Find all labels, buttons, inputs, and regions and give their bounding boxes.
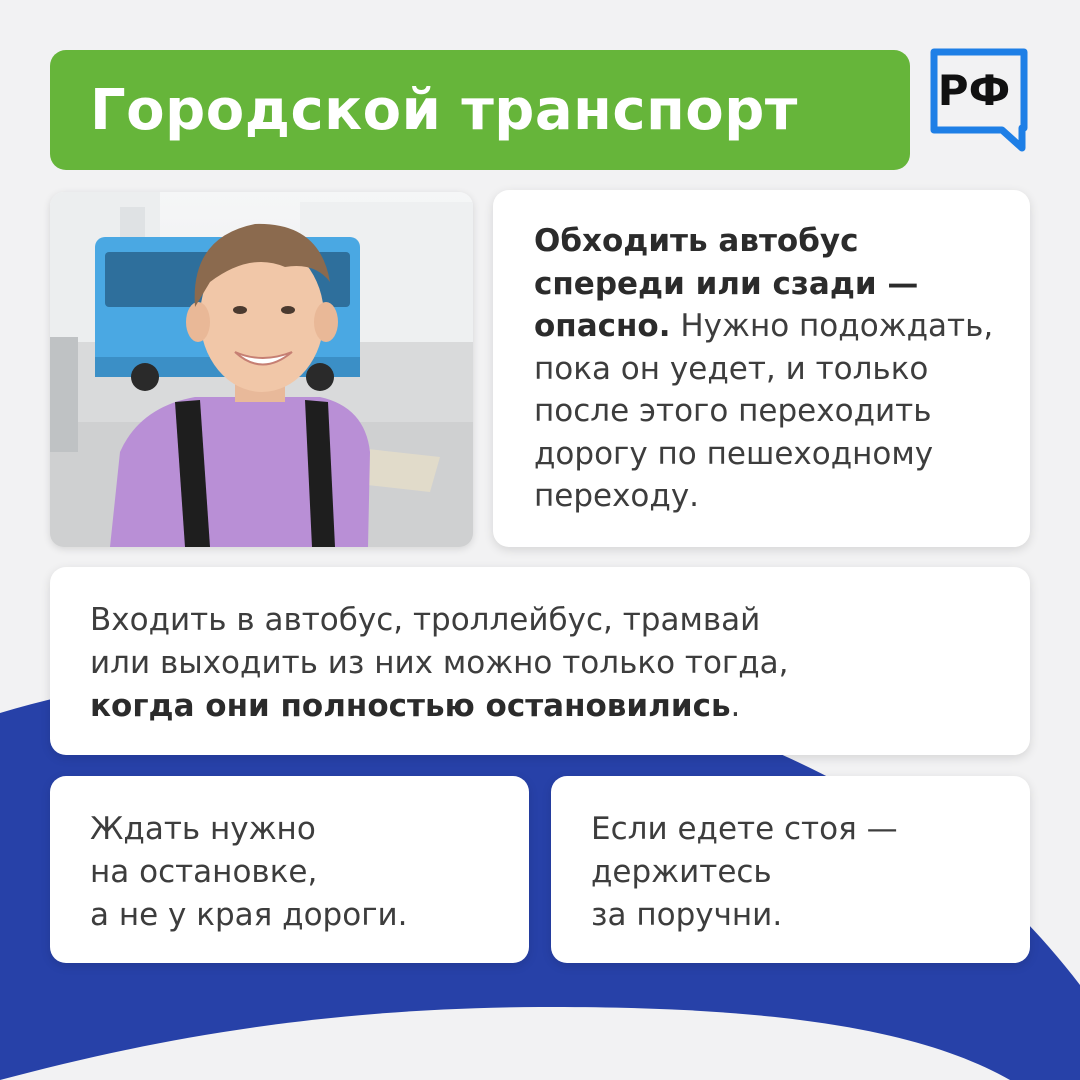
card2-line1: Входить в автобус, троллейбус, трамвай xyxy=(90,602,761,638)
header-banner xyxy=(50,50,910,170)
card1-line4: пока он уедет, и только xyxy=(534,350,929,387)
card2-line2: или выходить из них можно только тогда, xyxy=(90,645,789,681)
logo-text: РФ xyxy=(937,66,1011,115)
page-title: Городской транспорт xyxy=(90,77,798,143)
info-card-hold-handrails xyxy=(551,776,1030,963)
card1-line3-rest: Нужно подождать, xyxy=(670,308,994,344)
info-card-wait-at-stop xyxy=(50,776,529,963)
card1-line5: после этого переходить xyxy=(534,393,932,429)
card4-line2: держитесь xyxy=(591,854,772,890)
card3-line2: на остановке, xyxy=(90,854,318,890)
card1-bold-line3: опасно. xyxy=(534,308,671,344)
card3-line1: Ждать нужно xyxy=(90,811,316,847)
rf-logo xyxy=(930,48,1032,156)
card1-line7: переходу. xyxy=(534,478,700,514)
photo-boy-at-bus-stop xyxy=(50,192,473,547)
card3-line3: а не у края дороги. xyxy=(90,897,408,933)
card1-bold-line2: спереди или сзади — xyxy=(534,265,919,302)
card2-bold: когда они полностью остановились xyxy=(90,688,731,724)
card2-tail: . xyxy=(730,688,741,724)
card1-line6: дорогу по пешеходному xyxy=(534,435,934,472)
card1-bold-line1: Обходить автобус xyxy=(534,223,859,259)
card4-line3: за поручни. xyxy=(591,897,783,933)
info-card-bus-crossing xyxy=(493,190,1030,547)
card4-line1: Если едете стоя — xyxy=(591,811,898,847)
info-card-boarding xyxy=(50,567,1030,755)
